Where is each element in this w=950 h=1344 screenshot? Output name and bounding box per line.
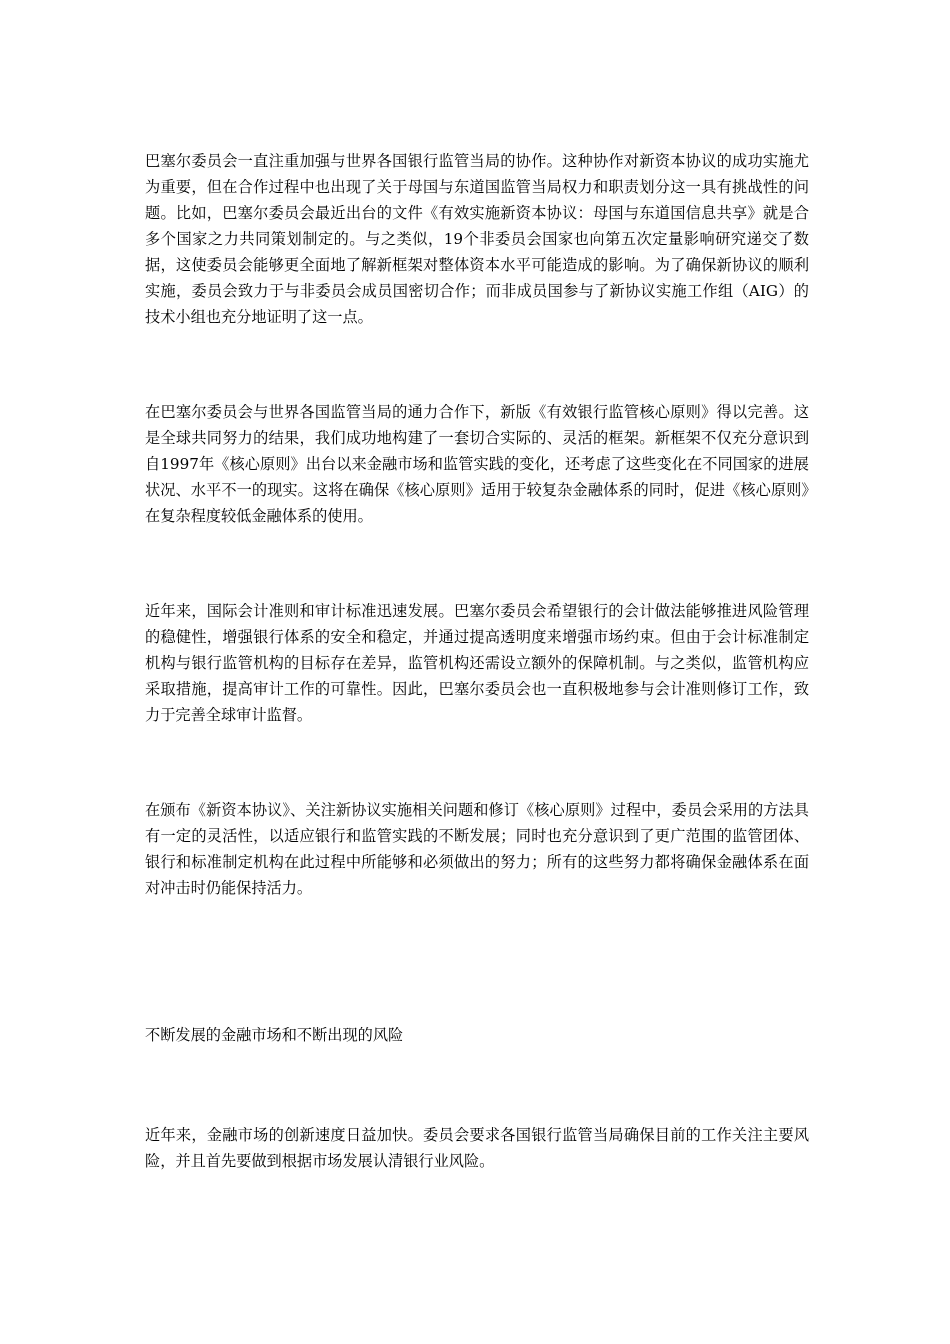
paragraph-accounting-standards: 近年来，国际会计准则和审计标准迅速发展。巴塞尔委员会希望银行的会计做法能够推进风险管理的稳健性，增强银行体系的安全和稳定，并通过提高透明度来增强市场约束。但由于会计标准制定机构与银行监管机构的目标存在差异，监管机构还需设立额外的保障机制。与之类似，监管机构应采取措施，提高审计工作的可靠性。因此，巴塞尔委员会也一直积极地参与会计准则修订工作，致力于完善全球审计监督。: [145, 602, 809, 724]
paragraph-market-innovation: 近年来，金融市场的创新速度日益加快。委员会要求各国银行监管当局确保目前的工作关注主要风险，并且首先要做到根据市场发展认清银行业风险。: [145, 1126, 809, 1170]
section-heading: 不断发展的金融市场和不断出现的风险: [145, 1026, 404, 1044]
paragraph-flexibility: 在颁布《新资本协议》、关注新协议实施相关问题和修订《核心原则》过程中，委员会采用的方法具有一定的灵活性，以适应银行和监管实践的不断发展；同时也充分意识到了更广范围的监管团体、银行和标准制定机构在此过程中所能够和必须做出的努力；所有的这些努力都将确保金融体系在面对冲击时仍能保持活力。: [145, 801, 809, 897]
paragraph-core-principles: 在巴塞尔委员会与世界各国监管当局的通力合作下，新版《有效银行监管核心原则》得以完善。这是全球共同努力的结果，我们成功地构建了一套切合实际的、灵活的框架。新框架不仅充分意识到自1997年《核心原则》出台以来金融市场和监管实践的变化，还考虑了这些变化在不同国家的进展状况、水平不一的现实。这将在确保《核心原则》适用于较复杂金融体系的同时，促进《核心原则》在复杂程度较低金融体系的使用。: [145, 403, 809, 525]
paragraph-basel-cooperation: 巴塞尔委员会一直注重加强与世界各国银行监管当局的协作。这种协作对新资本协议的成功实施尤为重要，但在合作过程中也出现了关于母国与东道国监管当局权力和职责划分这一具有挑战性的问题。比如，巴塞尔委员会最近出台的文件《有效实施新资本协议：母国与东道国信息共享》就是合多个国家之力共同策划制定的。与之类似，19个非委员会国家也向第五次定量影响研究递交了数据，这使委员会能够更全面地了解新框架对整体资本水平可能造成的影响。为了确保新协议的顺利实施，委员会致力于与非委员会成员国密切合作；而非成员国参与了新协议实施工作组（AIG）的技术小组也充分地证明了这一点。: [145, 152, 809, 326]
